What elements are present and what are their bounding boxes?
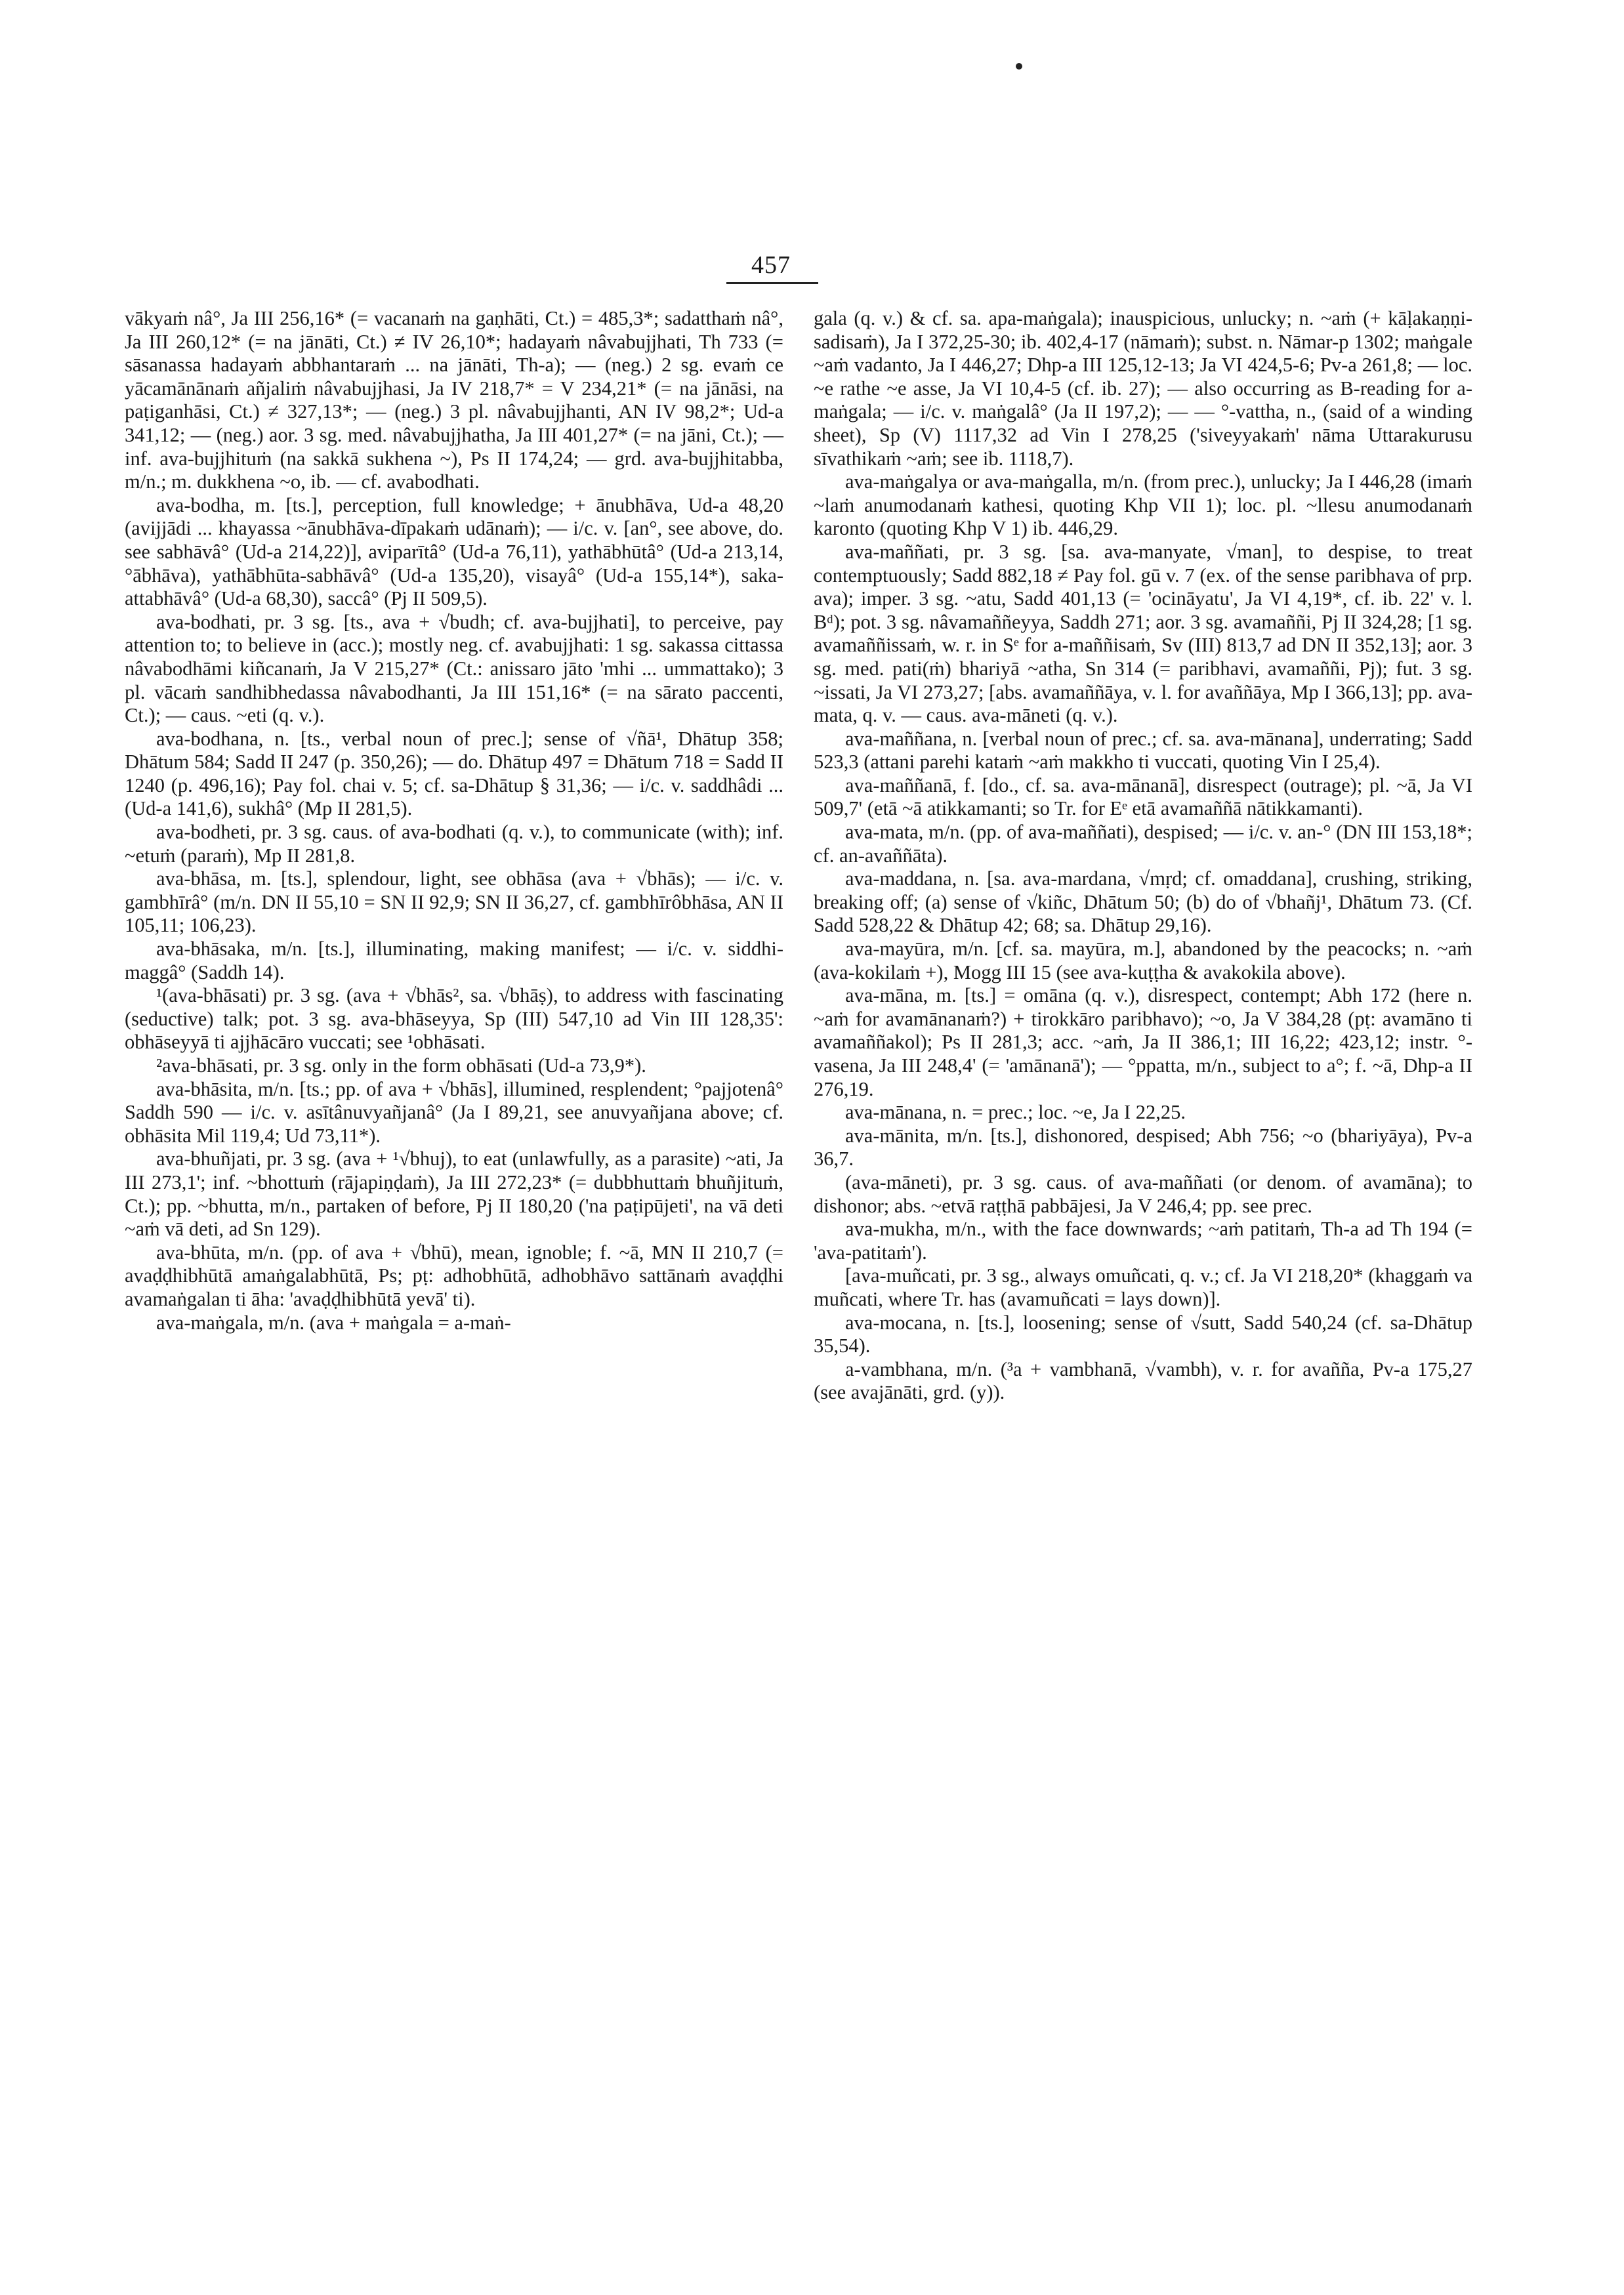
page-number: 457 — [751, 251, 791, 279]
dictionary-entry: ava-mayūra, m/n. [cf. sa. mayūra, m.], abandoned by the peacocks; n. ~aṁ (ava-kokilaṁ +), Mogg III 15 (see ava-kuṭṭha & avakokila above). — [814, 938, 1472, 983]
dictionary-entry: ava-bodhana, n. [ts., verbal noun of prec.]; sense of √ñā¹, Dhātup 358; Dhātum 584; Sadd II 247 (p. 350,26); — do. Dhātup 497 = Dhātum 718 = Sadd II 1240 (p. 496,16); Pay fol. chai v. 5; cf. sa-Dhātup § 31,36; — i/c. v. saddhâdi ... (Ud-a 141,6), sukhâ° (Mp II 281,5). — [125, 727, 783, 820]
dictionary-entry: ava-maddana, n. [sa. ava-mardana, √mṛd; cf. omaddana], crushing, striking, breaking off; (a) sense of √kiñc, Dhātum 50; (b) do of √bhañj¹, Dhātum 73. (Cf. Sadd 528,22 & Dhātup 42; 68; sa. Dhātup 29,16). — [814, 867, 1472, 937]
dictionary-entry: (ava-māneti), pr. 3 sg. caus. of ava-maññati (or denom. of avamāna); to dishonor; abs. ~etvā raṭṭhā pabbājesi, Ja V 246,4; pp. see prec. — [814, 1170, 1472, 1217]
dictionary-entry: ava-maṅgala, m/n. (ava + maṅgala = a-maṅ- — [156, 1311, 511, 1334]
dictionary-entry: ava-mocana, n. [ts.], loosening; sense of √sutt, Sadd 540,24 (cf. sa-Dhātup 35,54). — [814, 1311, 1472, 1357]
dictionary-entry: ava-bhāsa, m. [ts.], splendour, light, see obhāsa (ava + √bhās); — i/c. v. gambhīrâ° (m/n. DN II 55,10 = SN II 92,9; SN II 36,27, cf. gambhīrôbhāsa, AN II 105,11; 106,23). — [125, 867, 783, 937]
page-number-rule — [726, 282, 818, 284]
dictionary-entry: ava-bhāsita, m/n. [ts.; pp. of ava + √bhās], illumined, resplendent; °pajjotenâ° Saddh 590 — i/c. v. asītânuvyañjanâ° (Ja I 89,21, see anuvyañjana above; cf. obhāsita Mil 119,4; Ud 73,11*). — [125, 1077, 783, 1147]
dictionary-entry: ava-bodhati, pr. 3 sg. [ts., ava + √budh; cf. ava-bujjhati], to perceive, pay attention to; to believe in (acc.); mostly neg. cf. avabujjhati: 1 sg. sakassa cittassa nâvabodhāmi kiñcanaṁ, Ja V 215,27* (Ct.: anissaro jāto 'mhi ... ummattako); 3 pl. vācaṁ sandhibhedassa nâvabodhanti, Ja III 151,16* (= na sārato paccenti, Ct.); — caus. ~eti (q. v.). — [125, 610, 783, 727]
dictionary-entry: ava-mata, m/n. (pp. of ava-maññati), despised; — i/c. v. an-° (DN III 153,18*; cf. an-avaññāta). — [814, 821, 1472, 867]
dictionary-entry: a-vambhana, m/n. (³a + vambhanā, √vambh), v. r. for avañña, Pv-a 175,27 (see avajānāti, grd. (y)). — [814, 1357, 1472, 1404]
dictionary-entry: ²ava-bhāsati, pr. 3 sg. only in the form obhāsati (Ud-a 73,9*). — [156, 1054, 646, 1077]
dictionary-entry: ava-mānana, n. = prec.; loc. ~e, Ja I 22,25. — [845, 1101, 1186, 1124]
dictionary-entry: ava-bodha, m. [ts.], perception, full knowledge; + ānubhāva, Ud-a 48,20 (avijjādi ... khayassa ~ānubhāva-dīpakaṁ udānaṁ); — i/c. v. [an°, see above, do. see sabhāvâ° (Ud-a 214,22)], aviparītâ° (Ud-a 76,11), yathābhūtâ° (Ud-a 213,14, °ābhāva), yathābhūta-sabhāvâ° (Ud-a 135,20), visayâ° (Ud-a 155,14*), saka-attabhāvâ° (Ud-a 68,30), saccâ° (Pj II 509,5). — [125, 493, 783, 610]
dictionary-entry: ava-bhāsaka, m/n. [ts.], illuminating, making manifest; — i/c. v. siddhi-maggâ° (Saddh 14). — [125, 938, 783, 983]
ink-speck — [1016, 63, 1022, 70]
left-column — [125, 307, 783, 1334]
dictionary-entry: ava-bhuñjati, pr. 3 sg. (ava + ¹√bhuj), to eat (unlawfully, as a parasite) ~ati, Ja III 273,1'; inf. ~bhottuṁ (rājapiṇḍaṁ), Ja III 272,23* (= dubbhuttaṁ bhuñjituṁ, Ct.); pp. ~bhutta, m/n., partaken of before, Pj II 180,20 ('na paṭipūjeti', na vā deti ~aṁ vā deti, ad Sn 129). — [125, 1148, 783, 1241]
dictionary-entry: ava-mānita, m/n. [ts.], dishonored, despised; Abh 756; ~o (bhariyāya), Pv-a 36,7. — [814, 1124, 1472, 1170]
dictionary-entry: ¹(ava-bhāsati) pr. 3 sg. (ava + √bhās², sa. √bhāṣ), to address with fascinating (seductive) talk; pot. 3 sg. ava-bhāseyya, Sp (III) 547,10 ad Vin III 128,35': obhāseyyā ti ajjhācāro vuccati; see ¹obhāsati. — [125, 984, 783, 1054]
dictionary-entry: ava-maṅgalya or ava-maṅgalla, m/n. (from prec.), unlucky; Ja I 446,28 (imaṁ ~laṁ anumodanaṁ kathesi, quoting Khp VII 1); loc. pl. ~llesu anumodanaṁ karonto (quoting Khp V 1) ib. 446,29. — [814, 470, 1472, 540]
dictionary-entry: ava-maññanā, f. [do., cf. sa. ava-mānanā], disrespect (outrage); pl. ~ā, Ja VI 509,7' (etā ~ā atikkamanti; so Tr. for Eᵉ etā avamaññā nātikkamanti). — [814, 774, 1472, 820]
dictionary-entry: ava-bhūta, m/n. (pp. of ava + √bhū), mean, ignoble; f. ~ā, MN II 210,7 (= avaḍḍhibhūtā amaṅgalabhūtā, Ps; pṭ: adhobhūtā, adhobhāvo sattānaṁ avaḍḍhi avamaṅgalan ti āha: 'avaḍḍhibhūtā yevā' ti). — [125, 1241, 783, 1310]
dictionary-entry: ava-maññati, pr. 3 sg. [sa. ava-manyate, √man], to despise, to treat contemptuously; Sadd 882,18 ≠ Pay fol. gū v. 7 (ex. of the sense paribhava of prp. ava); imper. 3 sg. ~atu, Sadd 401,13 (= 'ocināyatu', Ja VI 4,19*, cf. ib. 22' v. l. Bᵈ); pot. 3 sg. nâvamaññeyya, Saddh 271; aor. 3 sg. avamaññi, Pj II 324,28; [1 sg. avamaññissaṁ, w. r. in Sᵉ for a-maññisaṁ, Sv (III) 813,7 ad DN II 352,13]; aor. 3 sg. med. pati(ṁ) bhariyā ~atha, Sn 314 (= paribhavi, avamaññi, Pj); fut. 3 sg. ~issati, Ja VI 273,27; [abs. avamaññāya, v. l. for avaññāya, Mp I 366,13]; pp. ava-mata, q. v. — caus. ava-māneti (q. v.). — [814, 540, 1472, 727]
dictionary-entry: ava-mukha, m/n., with the face downwards; ~aṁ patitaṁ, Th-a ad Th 194 (= 'ava-patitaṁ'). — [814, 1218, 1472, 1264]
dictionary-entry: ava-maññana, n. [verbal noun of prec.; cf. sa. ava-mānana], underrating; Sadd 523,3 (attani parehi kataṁ ~aṁ makkho ti vuccati, quoting Vin I 25,4). — [814, 727, 1472, 774]
right-column — [814, 307, 1472, 1405]
dictionary-entry: ava-māna, m. [ts.] = omāna (q. v.), disrespect, contempt; Abh 172 (here n. ~aṁ for avamānanaṁ?) + tirokkāro paribhavo); ~o, Ja V 384,28 (pṭ: avamāno ti avamaññakol); Ps II 281,3; acc. ~aṁ, Ja II 386,1; III 16,22; 423,12; instr. °-vasena, Ja III 248,4' (= 'amānanā'); — °ppatta, m/n., subject to a°; f. ~ā, Dhp-a II 276,19. — [814, 984, 1472, 1100]
dictionary-entry: [ava-muñcati, pr. 3 sg., always omuñcati, q. v.; cf. Ja VI 218,20* (khaggaṁ va muñcati, where Tr. has (avamuñcati = lays down)]. — [814, 1264, 1472, 1310]
dictionary-entry: gala (q. v.) & cf. sa. apa-maṅgala); inauspicious, unlucky; n. ~aṁ (+ kāḷakaṇṇi-sadisaṁ), Ja I 372,25-30; ib. 402,4-17 (nāmaṁ); subst. n. Nāmar-p 1302; maṅgale ~aṁ vadanto, Ja I 446,27; Dhp-a III 125,12-13; Ja VI 424,5-6; Pv-a 261,8; — loc. ~e rathe ~e asse, Ja VI 10,4-5 (cf. ib. 27); — also occurring as B-reading for a-maṅgala; — i/c. v. maṅgalâ° (Ja II 197,2); — — °-vattha, n., (said of a winding sheet), Sp (V) 1117,32 ad Vin I 278,25 ('siveyyakaṁ' nāma Uttarakurusu sīvathikaṁ ~aṁ; see ib. 1118,7). — [814, 307, 1472, 470]
dictionary-entry: vākyaṁ nâ°, Ja III 256,16* (= vacanaṁ na gaṇhāti, Ct.) = 485,3*; sadatthaṁ nâ°, Ja III 260,12* (= na jānāti, Ct.) ≠ IV 26,10*; hadayaṁ nâvabujjhati, Th 733 (= sāsanassa hadayaṁ abbhantaraṁ ... na jānāti, Th-a); — (neg.) 2 sg. evaṁ ce yācamānānaṁ añjaliṁ nâvabujjhasi, Ja IV 218,7* = V 234,21* (= na jānāsi, na paṭiganhāsi, Ct.) ≠ 327,13*; — (neg.) 3 pl. nâvabujjhanti, AN IV 98,2*; Ud-a 341,12; — (neg.) aor. 3 sg. med. nâvabujjhatha, Ja III 401,27* (= na jāni, Ct.); — inf. ava-bujjhituṁ (na sakkā sukhena ~), Ps II 174,24; — grd. ava-bujjhitabba, m/n.; m. dukkhena ~o, ib. — cf. avabodhati. — [125, 307, 783, 493]
dictionary-entry: ava-bodheti, pr. 3 sg. caus. of ava-bodhati (q. v.), to communicate (with); inf. ~etuṁ (paraṁ), Mp II 281,8. — [125, 821, 783, 867]
